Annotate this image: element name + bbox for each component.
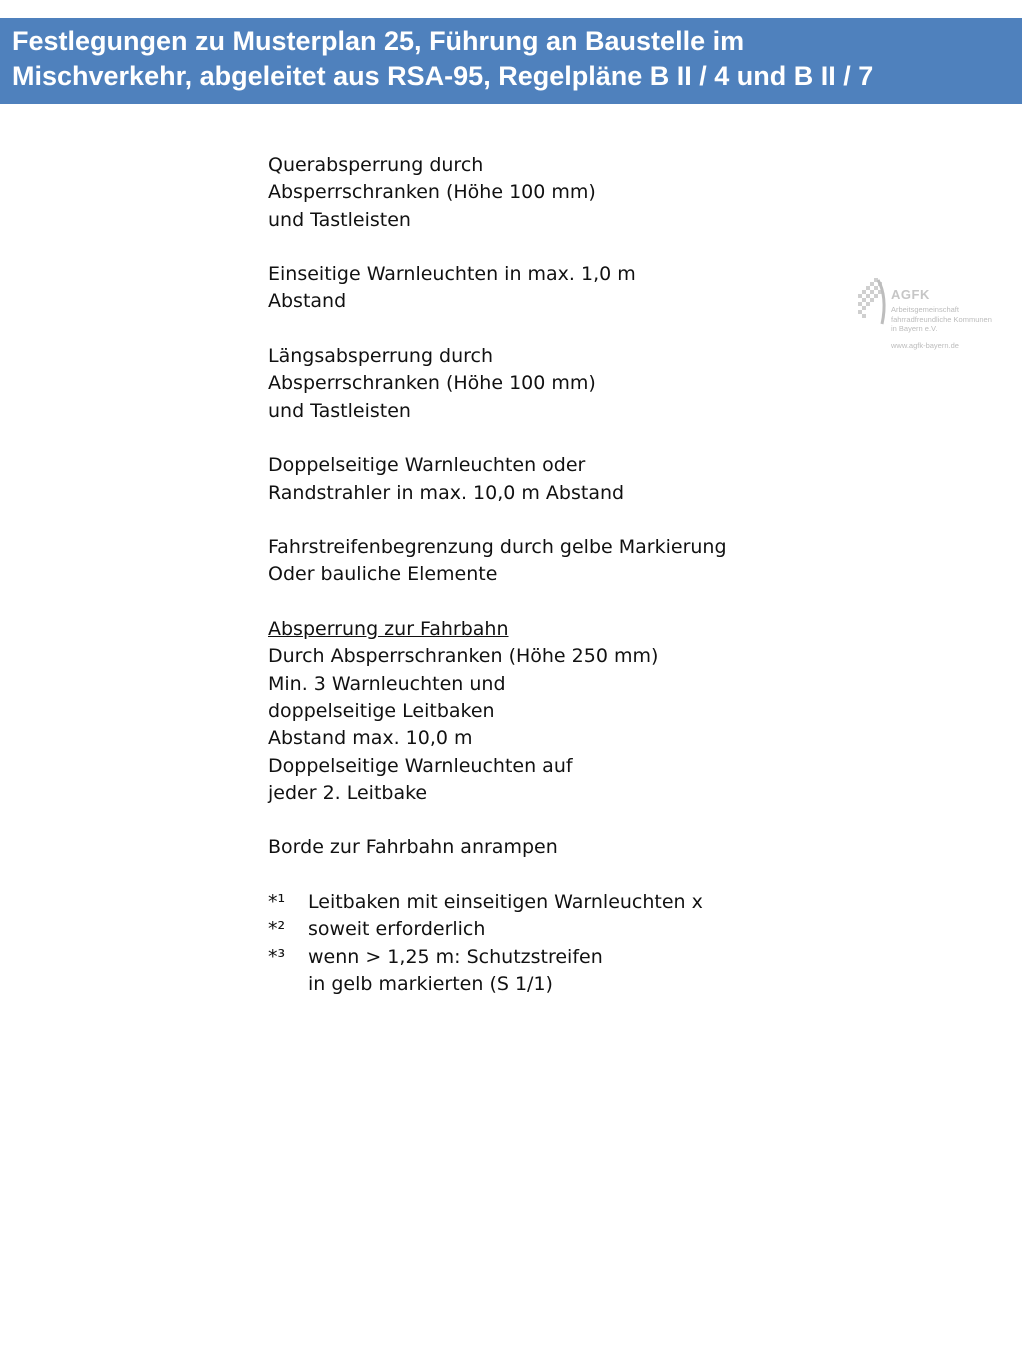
section-6-line-2: Min. 3 Warnleuchten und	[268, 672, 506, 695]
logo-url: www.agfk-bayern.de	[891, 341, 959, 350]
spacer	[268, 589, 828, 616]
section-6-line-4: Abstand max. 10,0 m	[268, 727, 473, 750]
spacer	[268, 234, 828, 261]
spacer	[268, 425, 828, 452]
spacer	[268, 807, 828, 834]
section-6-line-3: doppelseitige Leitbaken	[268, 699, 495, 722]
section-4-line-2: Randstrahler in max. 10,0 m Abstand	[268, 481, 625, 504]
footnote-2-mark: *²	[268, 918, 286, 941]
section-5-line-1: Fahrstreifenbegrenzung durch gelbe Markierung	[268, 536, 727, 559]
footnote-3-text-continued: in gelb markierten (S 1/1)	[308, 972, 553, 995]
section-3-line-2: Absperrschranken (Höhe 100 mm)	[268, 372, 596, 395]
section-1-line-3: und Tastleisten	[268, 208, 411, 231]
section-3-line-3: und Tastleisten	[268, 399, 411, 422]
section-1-line-1: Querabsperrung durch	[268, 154, 484, 176]
section-3-line-1: Längsabsperrung durch	[268, 345, 494, 368]
page-title-line-2: Mischverkehr, abgeleitet aus RSA-95, Regelpläne B II / 4 und B II / 7	[12, 61, 874, 91]
logo-subtitle	[891, 305, 992, 334]
logo-name: AGFK	[891, 287, 930, 302]
footnote-3-mark: *³	[268, 945, 286, 968]
section-6-line-5: Doppelseitige Warnleuchten auf	[268, 754, 573, 777]
section-4-line-1: Doppelseitige Warnleuchten oder	[268, 454, 586, 477]
section-6-line-1: Durch Absperrschranken (Höhe 250 mm)	[268, 645, 659, 668]
section-1-line-2: Absperrschranken (Höhe 100 mm)	[268, 181, 596, 204]
section-6-heading: Absperrung zur Fahrbahn	[268, 618, 509, 641]
logo-subtitle-line-1: Arbeitsgemeinschaft	[891, 305, 959, 314]
footnote-1-mark: *¹	[268, 891, 286, 914]
logo-subtitle-line-3: in Bayern e.V.	[891, 324, 938, 333]
footnote-3	[268, 944, 828, 971]
footnote-3-text: wenn > 1,25 m: Schutzstreifen	[308, 945, 603, 968]
agfk-logo	[856, 276, 1016, 356]
section-2-line-2: Abstand	[268, 290, 347, 313]
section-2-line-1: Einseitige Warnleuchten in max. 1,0 m	[268, 263, 636, 286]
section-5-line-2: Oder bauliche Elemente	[268, 563, 498, 586]
spacer	[268, 862, 828, 889]
footnote-3-continuation	[268, 971, 828, 998]
footnote-1	[268, 889, 828, 916]
spacer	[268, 507, 828, 534]
section-6-line-6: jeder 2. Leitbake	[268, 781, 428, 804]
logo-subtitle-line-2: fahrradfreundliche Kommunen	[891, 314, 992, 324]
page-title-line-1: Festlegungen zu Musterplan 25, Führung an Baustelle im	[12, 26, 745, 56]
footnote-2-text: soweit erforderlich	[308, 918, 486, 941]
specification-list	[268, 152, 828, 998]
section-7-line-1: Borde zur Fahrbahn anrampen	[268, 836, 558, 859]
footnote-1-text: Leitbaken mit einseitigen Warnleuchten x	[308, 891, 703, 914]
title-bar	[0, 18, 1022, 104]
cyclist-logo-icon	[856, 276, 888, 326]
spacer	[268, 316, 828, 343]
footnote-2	[268, 916, 828, 943]
